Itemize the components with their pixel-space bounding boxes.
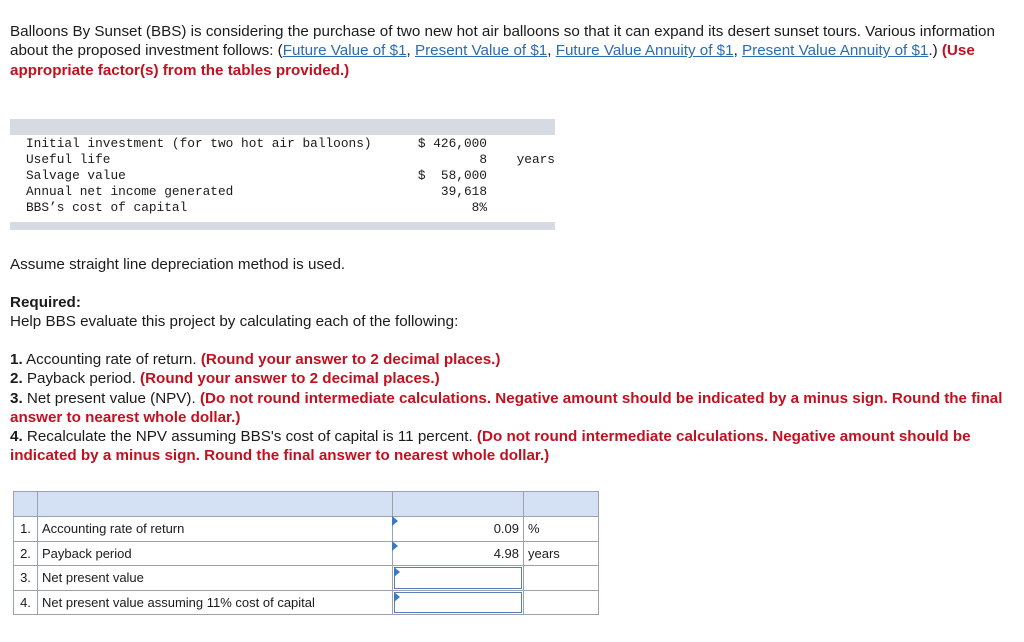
table-row: 1. Accounting rate of return 0.09 %: [14, 517, 599, 542]
table-bottom-bar: [10, 222, 555, 230]
instruction-note: (Use appropriate factor(s) from the tables provided.): [10, 42, 975, 79]
question-4: 4. Recalculate the NPV assuming BBS's cost of capital is 11 percent. (Do not round intermediate calculations. Negative amount should be indicated by a minus sign. Round the final answer to nearest whole dollar.): [10, 428, 971, 465]
answer-table: [13, 491, 599, 615]
accounting-rate-input[interactable]: 0.09: [393, 517, 523, 541]
dropdown-marker-icon: [392, 516, 398, 526]
link-present-value-annuity[interactable]: Present Value Annuity of $1: [742, 42, 929, 60]
question-3: 3. Net present value (NPV). (Do not round intermediate calculations. Negative amount should be indicated by a minus sign. Round the final answer to nearest whole dollar.): [10, 389, 1003, 426]
question-2: 2. Payback period. (Round your answer to 2 decimal places.): [10, 370, 440, 388]
info-row-initial-investment: Initial investment (for two hot air balloons) $ 426,000: [26, 136, 487, 151]
dropdown-marker-icon: [394, 567, 400, 577]
required-heading: Required:: [10, 294, 81, 311]
question-1: 1. Accounting rate of return. (Round your answer to 2 decimal places.): [10, 351, 501, 368]
npv-input[interactable]: [394, 567, 522, 589]
info-row-salvage-value: Salvage value $ 58,000: [26, 168, 487, 183]
info-row-annual-net-income: Annual net income generated 39,618: [26, 184, 487, 199]
table-top-bar: [10, 119, 555, 135]
answer-table-header: [14, 492, 599, 517]
problem-intro: Balloons By Sunset (BBS) is considering the purchase of two new hot air balloons so that it can expand its desert sunset tours. Various information about the proposed investment follows: (Future Value of $1, Present Value of $1, Future Value Annuity of $1, Present Value Annuity of $1.) (Use appropriate factor(s) from the tables provided.): [10, 23, 995, 79]
link-present-value[interactable]: Present Value of $1: [414, 42, 548, 60]
link-future-value[interactable]: Future Value of $1: [282, 42, 407, 60]
link-future-value-annuity[interactable]: Future Value Annuity of $1: [555, 42, 734, 60]
payback-period-input[interactable]: 4.98: [393, 542, 523, 566]
question-list: [10, 350, 1014, 466]
table-row: 4. Net present value assuming 11% cost of capital: [14, 590, 599, 615]
info-row-useful-life: Useful life 8 years: [26, 152, 555, 167]
investment-info-table: [10, 119, 555, 231]
info-row-cost-of-capital: BBS’s cost of capital 8%: [26, 200, 487, 215]
assumption-text: Assume straight line depreciation method is used.: [10, 256, 346, 273]
required-text: Help BBS evaluate this project by calculating each of the following:: [10, 313, 459, 330]
table-row: 3. Net present value: [14, 566, 599, 591]
intro-text: Balloons By Sunset (BBS) is considering the purchase of two new hot air balloons so that it can expand its desert sunset tours. Various information about the proposed investment follows: (: [10, 23, 995, 60]
npv-11-percent-input[interactable]: [394, 592, 522, 614]
dropdown-marker-icon: [394, 592, 400, 602]
dropdown-marker-icon: [392, 541, 398, 551]
table-row: 2. Payback period 4.98 years: [14, 541, 599, 566]
